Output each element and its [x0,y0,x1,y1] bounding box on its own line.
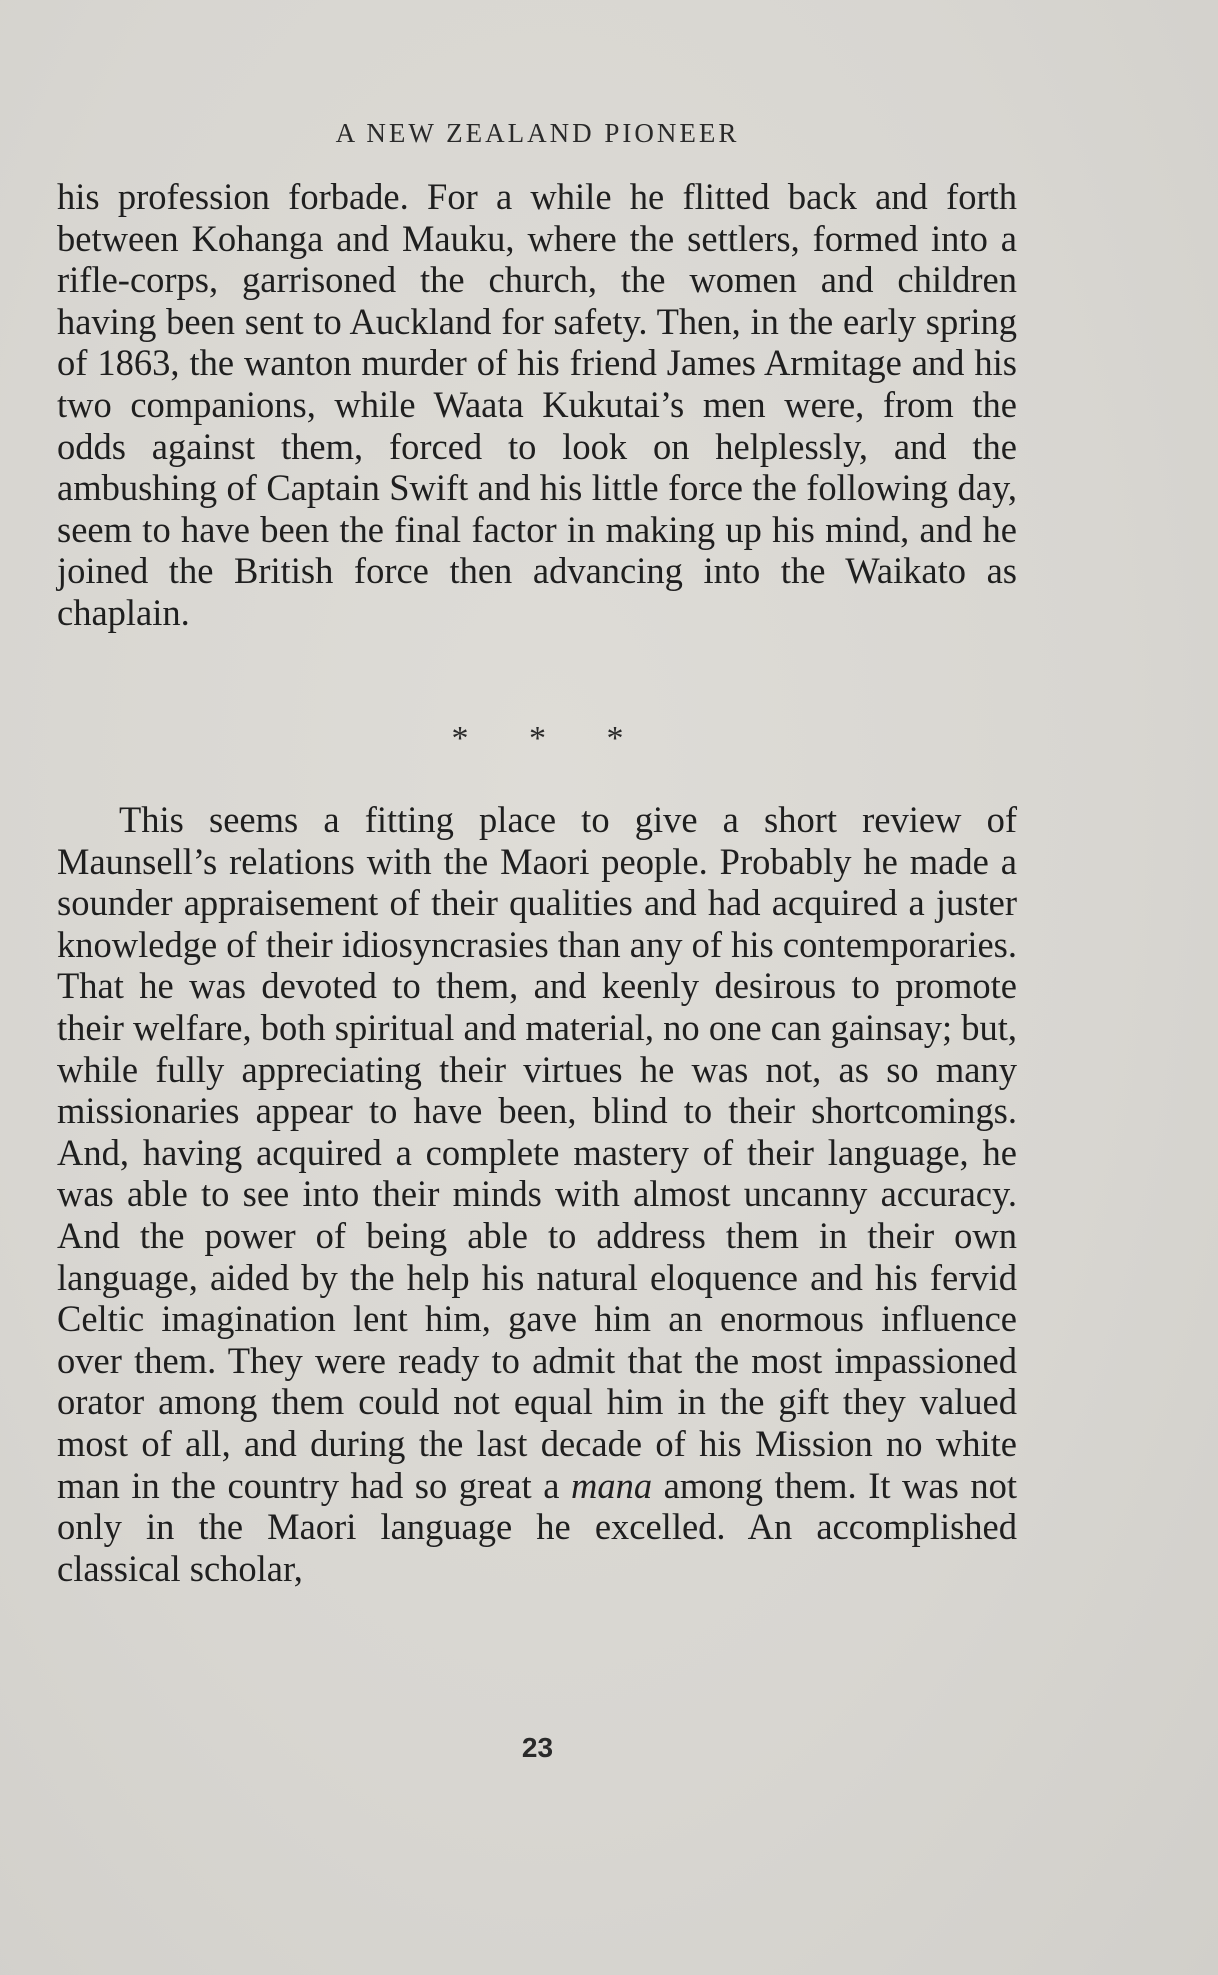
running-head: A NEW ZEALAND PIONEER [335,118,740,148]
paragraph-continued: his profession forbade. For a while he flitted back and forth between Kohanga and Mauku, where the settlers, formed into a rifle-corps, garrisoned the church, the women and children having been sent to Auckland for safety. Then, in the early spring of 1863, the wanton murder of his friend James Armitage and his two companions, while Waata Kukutai’s men were, from the odds against them, forced to look on helplessly, and the ambushing of Captain Swift and his little force the following day, seem to have been the final factor in making up his mind, and he joined the British force then advancing into the Waikato as chaplain. [57,176,1017,633]
page-number: 23 [521,1732,554,1763]
paragraph-text-part-2: among them. It was not only in the Maori language he excelled. An accomplished classical scholar, [57,1464,1017,1589]
paragraph-maunsell-review [57,799,1017,1589]
italic-word-mana: mana [571,1464,653,1506]
paragraph-text-part-1: This seems a fitting place to give a short review of Maunsell’s relations with the Maori people. Probably he made a sounder appraisement of their qualities and had acquired a juster knowledge of their idiosyncrasies than any of his contemporaries. That he was devoted to them, and keenly desirous to promote their welfare, both spiritual and material, no one can gainsay; but, while fully appreciating their virtues he was not, as so many missionaries appear to have been, blind to their shortcomings. And, having acquired a complete mastery of their language, he was able to see into their minds with almost uncanny accuracy. And the power of being able to address them in their own language, aided by the help his natural eloquence and his fervid Celtic imagination lent him, gave him an enormous influence over them. They were ready to admit that the most impassioned orator among them could not equal him in the gift they valued most of all, and during the last decade of his Mission no white man in the country had so great a [57,799,1017,1506]
section-break-asterisks: * * * [451,720,624,757]
